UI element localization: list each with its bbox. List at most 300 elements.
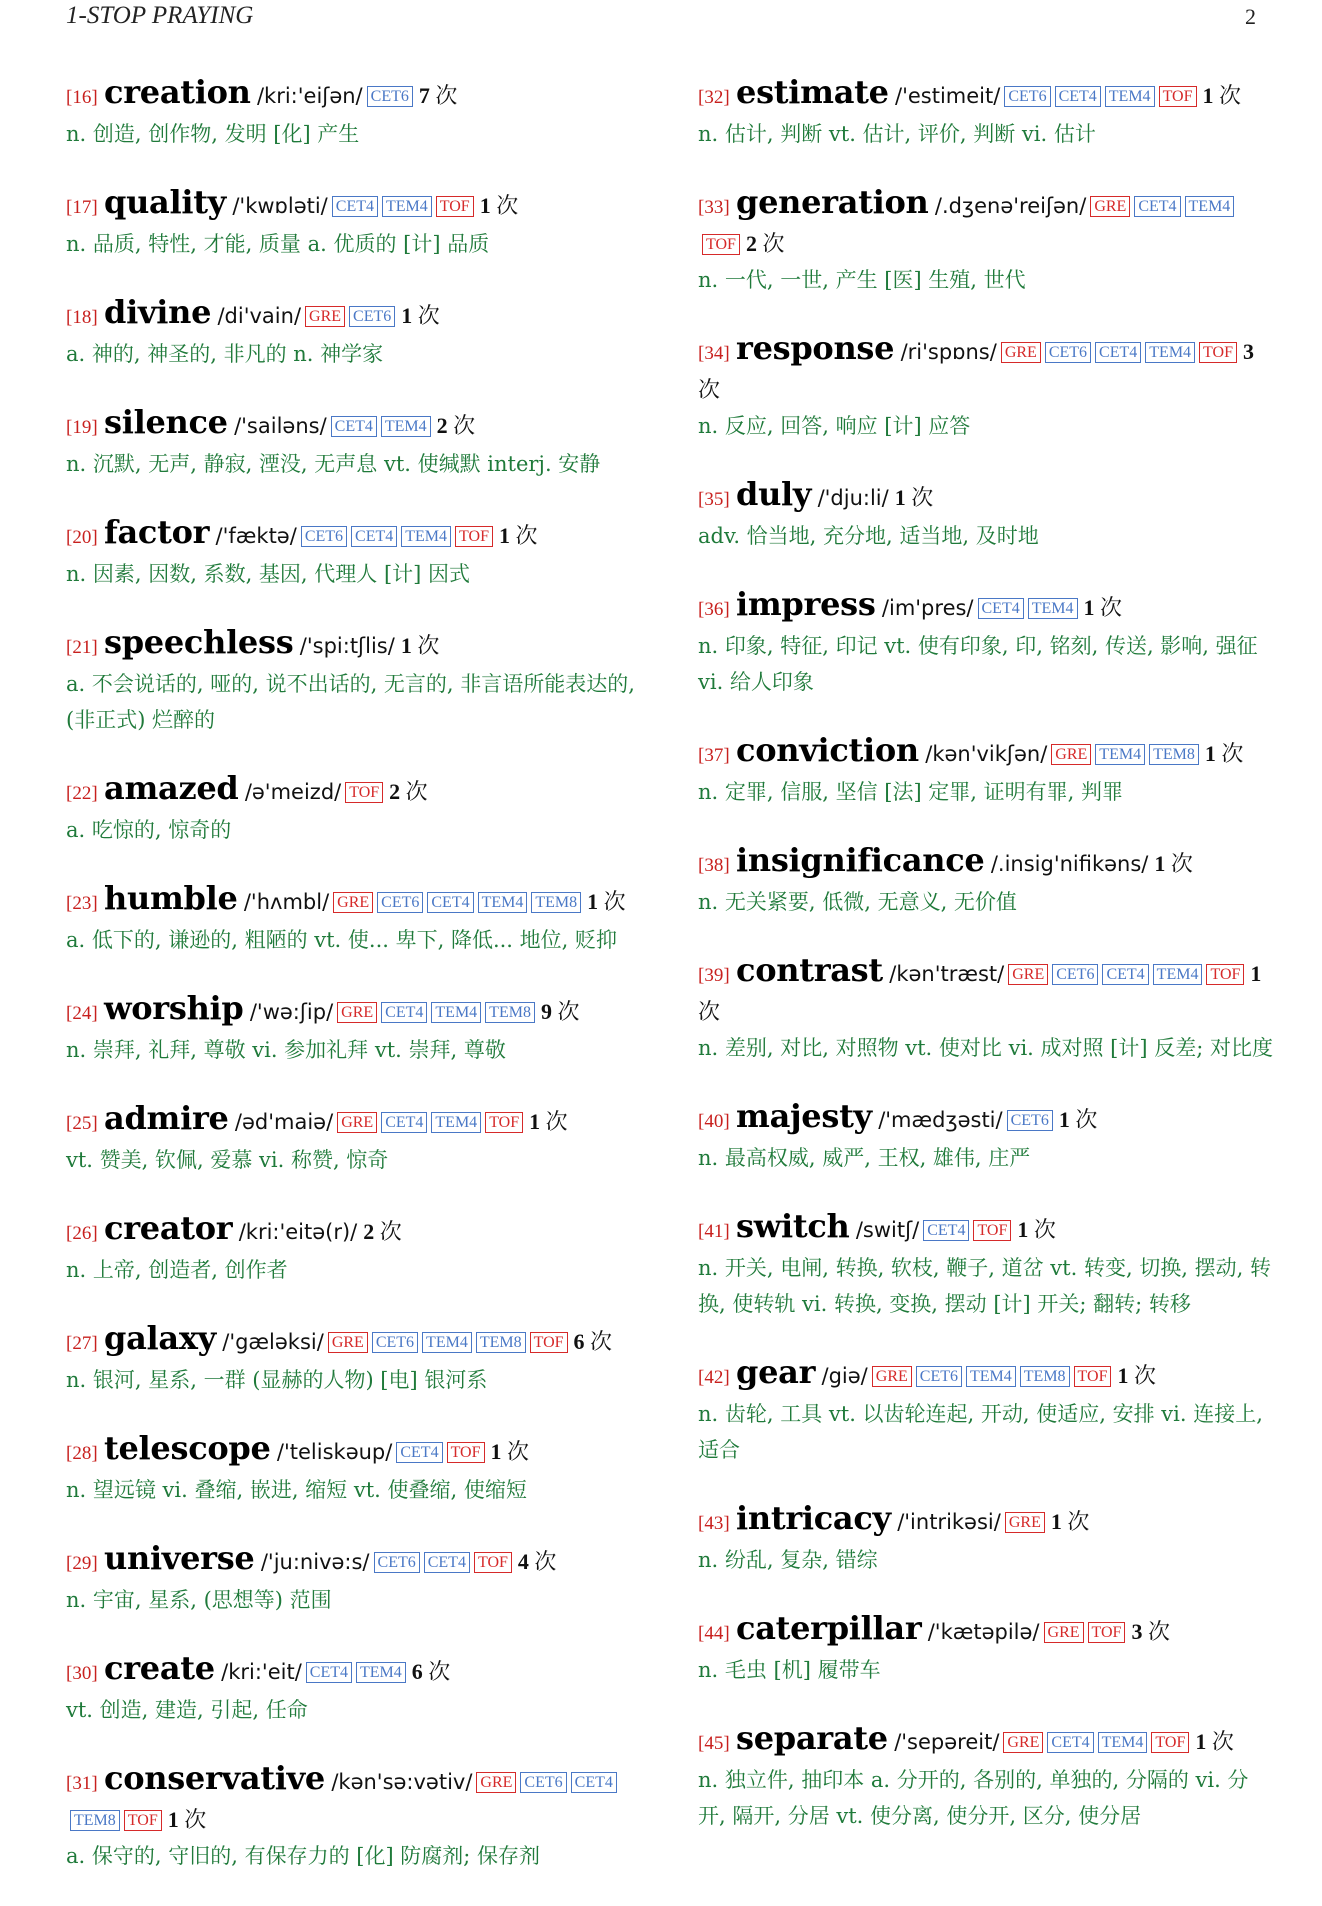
entry-phonetic: /ri'spɒns/: [900, 340, 997, 364]
exam-tag-badge: TEM4: [1098, 1732, 1148, 1753]
exam-tag-badge: TEM4: [431, 1112, 481, 1133]
exam-tag-badge: CET6: [1052, 964, 1098, 985]
count-value: 2: [363, 1219, 375, 1244]
count-unit: 次: [405, 779, 428, 804]
exam-tag-badge: CET4: [571, 1772, 617, 1793]
entry-number: [27]: [66, 1333, 98, 1354]
exam-tag-badge: GRE: [1008, 964, 1048, 985]
vocab-entry: [698, 1500, 1274, 1578]
exam-tag-badge: CET6: [1007, 1110, 1053, 1131]
count-value: 1: [1083, 595, 1095, 620]
entry-phonetic: /'fæktə/: [215, 524, 297, 548]
vocab-entry: [698, 1098, 1274, 1176]
count-value: 2: [389, 779, 401, 804]
entry-definition: n. 望远镜 vi. 叠缩, 嵌进, 缩短 vt. 使叠缩, 使缩短: [66, 1478, 527, 1502]
entry-phonetic: /'sailəns/: [234, 414, 327, 438]
vocab-entry: [698, 1208, 1274, 1322]
count-unit: 次: [184, 1807, 207, 1832]
entry-headline: [698, 586, 1274, 628]
entry-headline: [698, 1208, 1274, 1250]
entry-headline: [698, 952, 1274, 1030]
exam-tag-badge: TOF: [1074, 1366, 1112, 1387]
entry-phonetic: /giə/: [821, 1364, 868, 1388]
exam-tag-badge: GRE: [1005, 1512, 1045, 1533]
occurrence-count: [480, 193, 519, 218]
entry-word: intricacy: [736, 1499, 891, 1537]
entry-word: impress: [736, 585, 876, 623]
count-value: 1: [167, 1807, 179, 1832]
exam-tag-badge: GRE: [1001, 342, 1041, 363]
occurrence-count: [168, 1807, 207, 1832]
count-unit: 次: [428, 1659, 451, 1684]
vocab-entry: [66, 880, 636, 958]
exam-tag-badge: CET4: [381, 1112, 427, 1133]
entry-phonetic: /'wə:ʃip/: [249, 1000, 334, 1024]
book-title: 1-STOP PRAYING: [66, 2, 254, 29]
entry-word: quality: [104, 183, 226, 221]
entry-number: [37]: [698, 745, 730, 766]
count-unit: 次: [603, 889, 626, 914]
occurrence-count: [1017, 1217, 1056, 1242]
entry-headline: [698, 1354, 1274, 1396]
entry-number: [17]: [66, 197, 98, 218]
entry-definition: a. 神的, 神圣的, 非凡的 n. 神学家: [66, 342, 384, 366]
entry-headline: [66, 880, 636, 922]
exam-tag-badge: CET4: [1134, 196, 1180, 217]
exam-tag-badge: CET4: [427, 892, 473, 913]
exam-tag-badge: CET6: [1045, 342, 1091, 363]
entry-number: [22]: [66, 783, 98, 804]
vocab-entry: [698, 952, 1274, 1066]
entry-number: [25]: [66, 1113, 98, 1134]
exam-tag-badge: CET4: [381, 1002, 427, 1023]
vocab-entry: [66, 514, 636, 592]
exam-tag-badge: CET4: [332, 196, 378, 217]
entry-word: gear: [736, 1353, 816, 1391]
count-value: 1: [587, 889, 599, 914]
count-unit: 次: [698, 377, 721, 402]
entry-word: majesty: [736, 1097, 872, 1135]
entry-phonetic: /kən'vikʃən/: [925, 742, 1048, 766]
count-unit: 次: [534, 1549, 557, 1574]
entry-definition: n. 齿轮, 工具 vt. 以齿轮连起, 开动, 使适应, 安排 vi. 连接上, 适合: [698, 1402, 1263, 1462]
entry-number: [18]: [66, 307, 98, 328]
entry-word: speechless: [104, 623, 294, 661]
entry-headline: [698, 1098, 1274, 1140]
occurrence-count: [1205, 741, 1244, 766]
vocab-entry: [66, 1210, 636, 1288]
entry-headline: [66, 404, 636, 446]
count-value: 2: [745, 231, 757, 256]
exam-tag-badge: TEM8: [1020, 1366, 1070, 1387]
count-unit: 次: [435, 83, 458, 108]
vocab-entry: [66, 404, 636, 482]
entry-word: duly: [736, 475, 812, 513]
entry-number: [39]: [698, 965, 730, 986]
entry-phonetic: /kən'sə:vətiv/: [331, 1770, 473, 1794]
exam-tag-badge: CET4: [424, 1552, 470, 1573]
entry-word: worship: [104, 989, 244, 1027]
entry-definition: n. 最高权威, 威严, 王权, 雄伟, 庄严: [698, 1146, 1031, 1170]
count-unit: 次: [1067, 1509, 1090, 1534]
entry-headline: [66, 1320, 636, 1362]
exam-tag-badge: GRE: [1003, 1732, 1043, 1753]
exam-tag-badge: TEM4: [401, 526, 451, 547]
exam-tag-badge: TOF: [436, 196, 474, 217]
exam-tag-badge: TOF: [702, 234, 740, 255]
vocab-entry: [698, 1720, 1274, 1834]
entry-number: [40]: [698, 1111, 730, 1132]
exam-tag-badge: TOF: [345, 782, 383, 803]
occurrence-count: [401, 303, 440, 328]
entry-definition: n. 上帝, 创造者, 创作者: [66, 1258, 288, 1282]
entry-number: [34]: [698, 343, 730, 364]
count-value: 1: [1250, 961, 1262, 986]
count-value: 1: [529, 1109, 541, 1134]
entry-headline: [66, 990, 636, 1032]
count-unit: 次: [379, 1219, 402, 1244]
exam-tag-badge: CET6: [1004, 86, 1050, 107]
entry-number: [35]: [698, 489, 730, 510]
entry-phonetic: /kri:'eiʃən/: [256, 84, 363, 108]
count-unit: 次: [545, 1109, 568, 1134]
entry-definition: n. 创造, 创作物, 发明 [化] 产生: [66, 122, 360, 146]
exam-tag-badge: GRE: [333, 892, 373, 913]
occurrence-count: [412, 1659, 451, 1684]
vocab-entry: [698, 184, 1274, 298]
entry-phonetic: /'sepəreit/: [894, 1730, 1000, 1754]
entry-definition: a. 吃惊的, 惊奇的: [66, 818, 232, 842]
occurrence-count: [1203, 83, 1242, 108]
entry-definition: a. 保守的, 守旧的, 有保存力的 [化] 防腐剂; 保存剂: [66, 1844, 541, 1868]
entry-word: creator: [104, 1209, 233, 1247]
entry-headline: [698, 1720, 1274, 1762]
occurrence-count: [541, 999, 580, 1024]
entry-definition: n. 崇拜, 礼拜, 尊敬 vi. 参加礼拜 vt. 崇拜, 尊敬: [66, 1038, 506, 1062]
count-value: 9: [540, 999, 552, 1024]
exam-tag-badge: CET4: [331, 416, 377, 437]
entry-definition: n. 无关紧要, 低微, 无意义, 无价值: [698, 890, 1017, 914]
entry-headline: [698, 330, 1274, 408]
count-value: 1: [1195, 1729, 1207, 1754]
count-unit: 次: [1221, 741, 1244, 766]
exam-tag-badge: CET4: [978, 598, 1024, 619]
count-value: 7: [418, 83, 430, 108]
exam-tag-badge: CET6: [367, 86, 413, 107]
exam-tag-badge: GRE: [476, 1772, 516, 1793]
entry-number: [43]: [698, 1513, 730, 1534]
entry-phonetic: /'mædʒəsti/: [878, 1108, 1003, 1132]
occurrence-count: [419, 83, 458, 108]
occurrence-count: [895, 485, 934, 510]
entry-phonetic: /'kwɒləti/: [232, 194, 328, 218]
count-unit: 次: [557, 999, 580, 1024]
occurrence-count: [1051, 1509, 1090, 1534]
count-value: 1: [1050, 1509, 1062, 1534]
occurrence-count: [401, 633, 440, 658]
entry-definition: n. 独立件, 抽印本 a. 分开的, 各别的, 单独的, 分隔的 vi. 分开, 隔开, 分居 vt. 使分离, 使分开, 区分, 使分居: [698, 1768, 1249, 1828]
entry-headline: [66, 74, 636, 116]
entry-word: separate: [736, 1719, 888, 1757]
entry-number: [36]: [698, 599, 730, 620]
page-number: 2: [1245, 4, 1256, 29]
count-value: 6: [411, 1659, 423, 1684]
entry-phonetic: /'kætəpilə/: [927, 1620, 1040, 1644]
entry-word: silence: [104, 403, 228, 441]
vocab-entry: [698, 1610, 1274, 1688]
entry-definition: vt. 创造, 建造, 引起, 任命: [66, 1698, 308, 1722]
entry-number: [19]: [66, 417, 98, 438]
exam-tag-badge: TOF: [973, 1220, 1011, 1241]
occurrence-count: [363, 1219, 402, 1244]
exam-tag-badge: TOF: [1088, 1622, 1126, 1643]
exam-tag-badge: TOF: [1206, 964, 1244, 985]
exam-tag-badge: TEM4: [356, 1662, 406, 1683]
vocab-entry: [66, 74, 636, 152]
occurrence-count: [1059, 1107, 1098, 1132]
occurrence-count: [1195, 1729, 1234, 1754]
entry-definition: a. 低下的, 谦逊的, 粗陋的 vt. 使... 卑下, 降低... 地位, 贬抑: [66, 928, 618, 952]
entry-phonetic: /switʃ/: [855, 1218, 920, 1242]
exam-tag-badge: CET4: [1047, 1732, 1093, 1753]
exam-tag-badge: TOF: [474, 1552, 512, 1573]
count-value: 1: [401, 303, 413, 328]
entry-definition: n. 估计, 判断 vt. 估计, 评价, 判断 vi. 估计: [698, 122, 1096, 146]
exam-tag-badge: TEM4: [1145, 342, 1195, 363]
count-unit: 次: [698, 999, 721, 1024]
count-unit: 次: [1211, 1729, 1234, 1754]
vocab-entry: [66, 1540, 636, 1618]
exam-tag-badge: TEM4: [1028, 598, 1078, 619]
count-value: 1: [490, 1439, 502, 1464]
entry-headline: [66, 770, 636, 812]
count-unit: 次: [590, 1329, 613, 1354]
exam-tag-badge: CET4: [351, 526, 397, 547]
entry-headline: [66, 1650, 636, 1692]
entry-word: conviction: [736, 731, 919, 769]
entry-headline: [698, 184, 1274, 262]
exam-tag-badge: TOF: [485, 1112, 523, 1133]
entry-number: [28]: [66, 1443, 98, 1464]
entry-word: insignificance: [736, 841, 985, 879]
exam-tag-badge: CET4: [396, 1442, 442, 1463]
exam-tag-badge: TOF: [1151, 1732, 1189, 1753]
exam-tag-badge: GRE: [1051, 744, 1091, 765]
entry-number: [20]: [66, 527, 98, 548]
entry-phonetic: /.insig'nifikəns/: [990, 852, 1149, 876]
entry-number: [41]: [698, 1221, 730, 1242]
count-unit: 次: [1133, 1363, 1156, 1388]
entry-definition: n. 沉默, 无声, 静寂, 湮没, 无声息 vt. 使缄默 interj. 安静: [66, 452, 601, 476]
entry-definition: n. 品质, 特性, 才能, 质量 a. 优质的 [计] 品质: [66, 232, 490, 256]
occurrence-count: [587, 889, 626, 914]
entry-phonetic: /'spi:tʃlis/: [299, 634, 395, 658]
exam-tag-badge: GRE: [1044, 1622, 1084, 1643]
entry-phonetic: /'teliskəup/: [276, 1440, 393, 1464]
vocab-entry: [66, 294, 636, 372]
entry-word: divine: [104, 293, 212, 331]
exam-tag-badge: TEM8: [485, 1002, 535, 1023]
entry-phonetic: /di'vain/: [217, 304, 302, 328]
vocab-entry: [66, 1430, 636, 1508]
entry-headline: [66, 514, 636, 556]
count-value: 1: [498, 523, 510, 548]
entry-word: universe: [104, 1539, 255, 1577]
count-value: 1: [479, 193, 491, 218]
entry-definition: a. 不会说话的, 哑的, 说不出话的, 无言的, 非言语所能表达的, (非正式) 烂醉的: [66, 672, 635, 732]
entry-definition: n. 银河, 星系, 一群 (显赫的人物) [电] 银河系: [66, 1368, 488, 1392]
entry-number: [23]: [66, 893, 98, 914]
count-value: 4: [517, 1549, 529, 1574]
entry-definition: vt. 赞美, 钦佩, 爱慕 vi. 称赞, 惊奇: [66, 1148, 389, 1172]
count-value: 1: [1117, 1363, 1129, 1388]
exam-tag-badge: TOF: [455, 526, 493, 547]
vocab-entry: [698, 1354, 1274, 1468]
count-unit: 次: [1100, 595, 1123, 620]
entry-word: factor: [104, 513, 210, 551]
exam-tag-badge: CET6: [349, 306, 395, 327]
entry-headline: [698, 1610, 1274, 1652]
entry-definition: n. 因素, 因数, 系数, 基因, 代理人 [计] 因式: [66, 562, 471, 586]
entry-number: [24]: [66, 1003, 98, 1024]
entry-definition: n. 纷乱, 复杂, 错综: [698, 1548, 878, 1572]
exam-tag-badge: TEM4: [1095, 744, 1145, 765]
exam-tag-badge: TOF: [1199, 342, 1237, 363]
count-value: 1: [1017, 1217, 1029, 1242]
entry-phonetic: /'gæləksi/: [222, 1330, 324, 1354]
exam-tag-badge: TOF: [124, 1810, 162, 1831]
entry-number: [32]: [698, 87, 730, 108]
count-unit: 次: [507, 1439, 530, 1464]
entry-number: [31]: [66, 1773, 98, 1794]
entry-headline: [66, 184, 636, 226]
exam-tag-badge: TEM4: [1153, 964, 1203, 985]
entry-definition: n. 差别, 对比, 对照物 vt. 使对比 vi. 成对照 [计] 反差; 对比度: [698, 1036, 1273, 1060]
vocab-entry: [66, 1100, 636, 1178]
entry-headline: [66, 1760, 636, 1838]
entry-headline: [66, 294, 636, 336]
entry-word: generation: [736, 183, 929, 221]
occurrence-count: [1154, 851, 1193, 876]
exam-tag-badge: TEM4: [382, 196, 432, 217]
count-unit: 次: [1219, 83, 1242, 108]
count-unit: 次: [417, 633, 440, 658]
count-value: 1: [894, 485, 906, 510]
count-unit: 次: [515, 523, 538, 548]
entry-number: [16]: [66, 87, 98, 108]
exam-tag-badge: CET4: [923, 1220, 969, 1241]
entry-definition: n. 印象, 特征, 印记 vt. 使有印象, 印, 铭刻, 传送, 影响, 强征 vi. 给人印象: [698, 634, 1258, 694]
count-unit: 次: [911, 485, 934, 510]
entry-headline: [698, 1500, 1274, 1542]
occurrence-count: [437, 413, 476, 438]
entry-word: response: [736, 329, 895, 367]
entry-word: galaxy: [104, 1319, 216, 1357]
entry-word: humble: [104, 879, 238, 917]
entry-definition: n. 开关, 电闸, 转换, 软枝, 鞭子, 道岔 vt. 转变, 切换, 摆动, 转换, 使转轨 vi. 转换, 变换, 摆动 [计] 开关; 翻转; 转移: [698, 1256, 1272, 1316]
count-unit: 次: [1075, 1107, 1098, 1132]
vocab-entry: [66, 1760, 636, 1874]
vocab-entry: [698, 586, 1274, 700]
exam-tag-badge: TEM4: [422, 1332, 472, 1353]
count-unit: 次: [1147, 1619, 1170, 1644]
occurrence-count: [1131, 1619, 1170, 1644]
exam-tag-badge: TEM4: [1185, 196, 1235, 217]
entry-phonetic: /'dju:li/: [817, 486, 889, 510]
exam-tag-badge: GRE: [337, 1112, 377, 1133]
entry-word: create: [104, 1649, 215, 1687]
exam-tag-badge: TEM8: [531, 892, 581, 913]
entry-phonetic: /kən'træst/: [889, 962, 1005, 986]
exam-tag-badge: TEM4: [431, 1002, 481, 1023]
count-value: 1: [400, 633, 412, 658]
entry-word: amazed: [104, 769, 239, 807]
exam-tag-badge: CET4: [1055, 86, 1101, 107]
exam-tag-badge: CET6: [301, 526, 347, 547]
entry-number: [26]: [66, 1223, 98, 1244]
occurrence-count: [1084, 595, 1123, 620]
count-unit: 次: [496, 193, 519, 218]
exam-tag-badge: TEM4: [1105, 86, 1155, 107]
entry-headline: [66, 1100, 636, 1142]
entry-headline: [66, 1540, 636, 1582]
occurrence-count: [529, 1109, 568, 1134]
entry-headline: [66, 1430, 636, 1472]
entry-phonetic: /kri:'eit/: [221, 1660, 302, 1684]
exam-tag-badge: CET4: [1102, 964, 1148, 985]
count-unit: 次: [417, 303, 440, 328]
entry-phonetic: /'estimeit/: [895, 84, 1001, 108]
exam-tag-badge: TEM8: [1149, 744, 1199, 765]
entry-phonetic: /'intrikəsi/: [897, 1510, 1001, 1534]
exam-tag-badge: TEM8: [476, 1332, 526, 1353]
count-unit: 次: [1033, 1217, 1056, 1242]
entry-phonetic: /'ju:nivə:s/: [260, 1550, 370, 1574]
occurrence-count: [746, 231, 785, 256]
vocab-entry: [66, 1320, 636, 1398]
count-unit: 次: [762, 231, 785, 256]
entry-word: caterpillar: [736, 1609, 922, 1647]
vocab-entry: [66, 770, 636, 848]
entry-headline: [66, 624, 636, 666]
count-value: 1: [1202, 83, 1214, 108]
vocab-entry: [66, 1650, 636, 1728]
occurrence-count: [389, 779, 428, 804]
exam-tag-badge: TEM4: [478, 892, 528, 913]
page-header: [66, 0, 1256, 32]
entry-number: [29]: [66, 1553, 98, 1574]
occurrence-count: [1117, 1363, 1156, 1388]
exam-tag-badge: TOF: [447, 1442, 485, 1463]
entry-number: [30]: [66, 1663, 98, 1684]
entry-number: [44]: [698, 1623, 730, 1644]
vocab-entry: [698, 74, 1274, 152]
exam-tag-badge: TEM8: [70, 1810, 120, 1831]
entry-phonetic: /.dʒenə'reiʃən/: [934, 194, 1087, 218]
entry-headline: [698, 476, 1274, 518]
count-unit: 次: [1170, 851, 1193, 876]
vocab-entry: [66, 990, 636, 1068]
count-value: 3: [1131, 1619, 1143, 1644]
entry-definition: n. 毛虫 [机] 履带车: [698, 1658, 881, 1682]
entry-number: [42]: [698, 1367, 730, 1388]
entry-phonetic: /im'pres/: [881, 596, 974, 620]
entry-phonetic: /əd'maiə/: [234, 1110, 334, 1134]
entry-definition: n. 一代, 一世, 产生 [医] 生殖, 世代: [698, 268, 1026, 292]
vocab-entry: [698, 842, 1274, 920]
count-value: 6: [573, 1329, 585, 1354]
exam-tag-badge: GRE: [1090, 196, 1130, 217]
